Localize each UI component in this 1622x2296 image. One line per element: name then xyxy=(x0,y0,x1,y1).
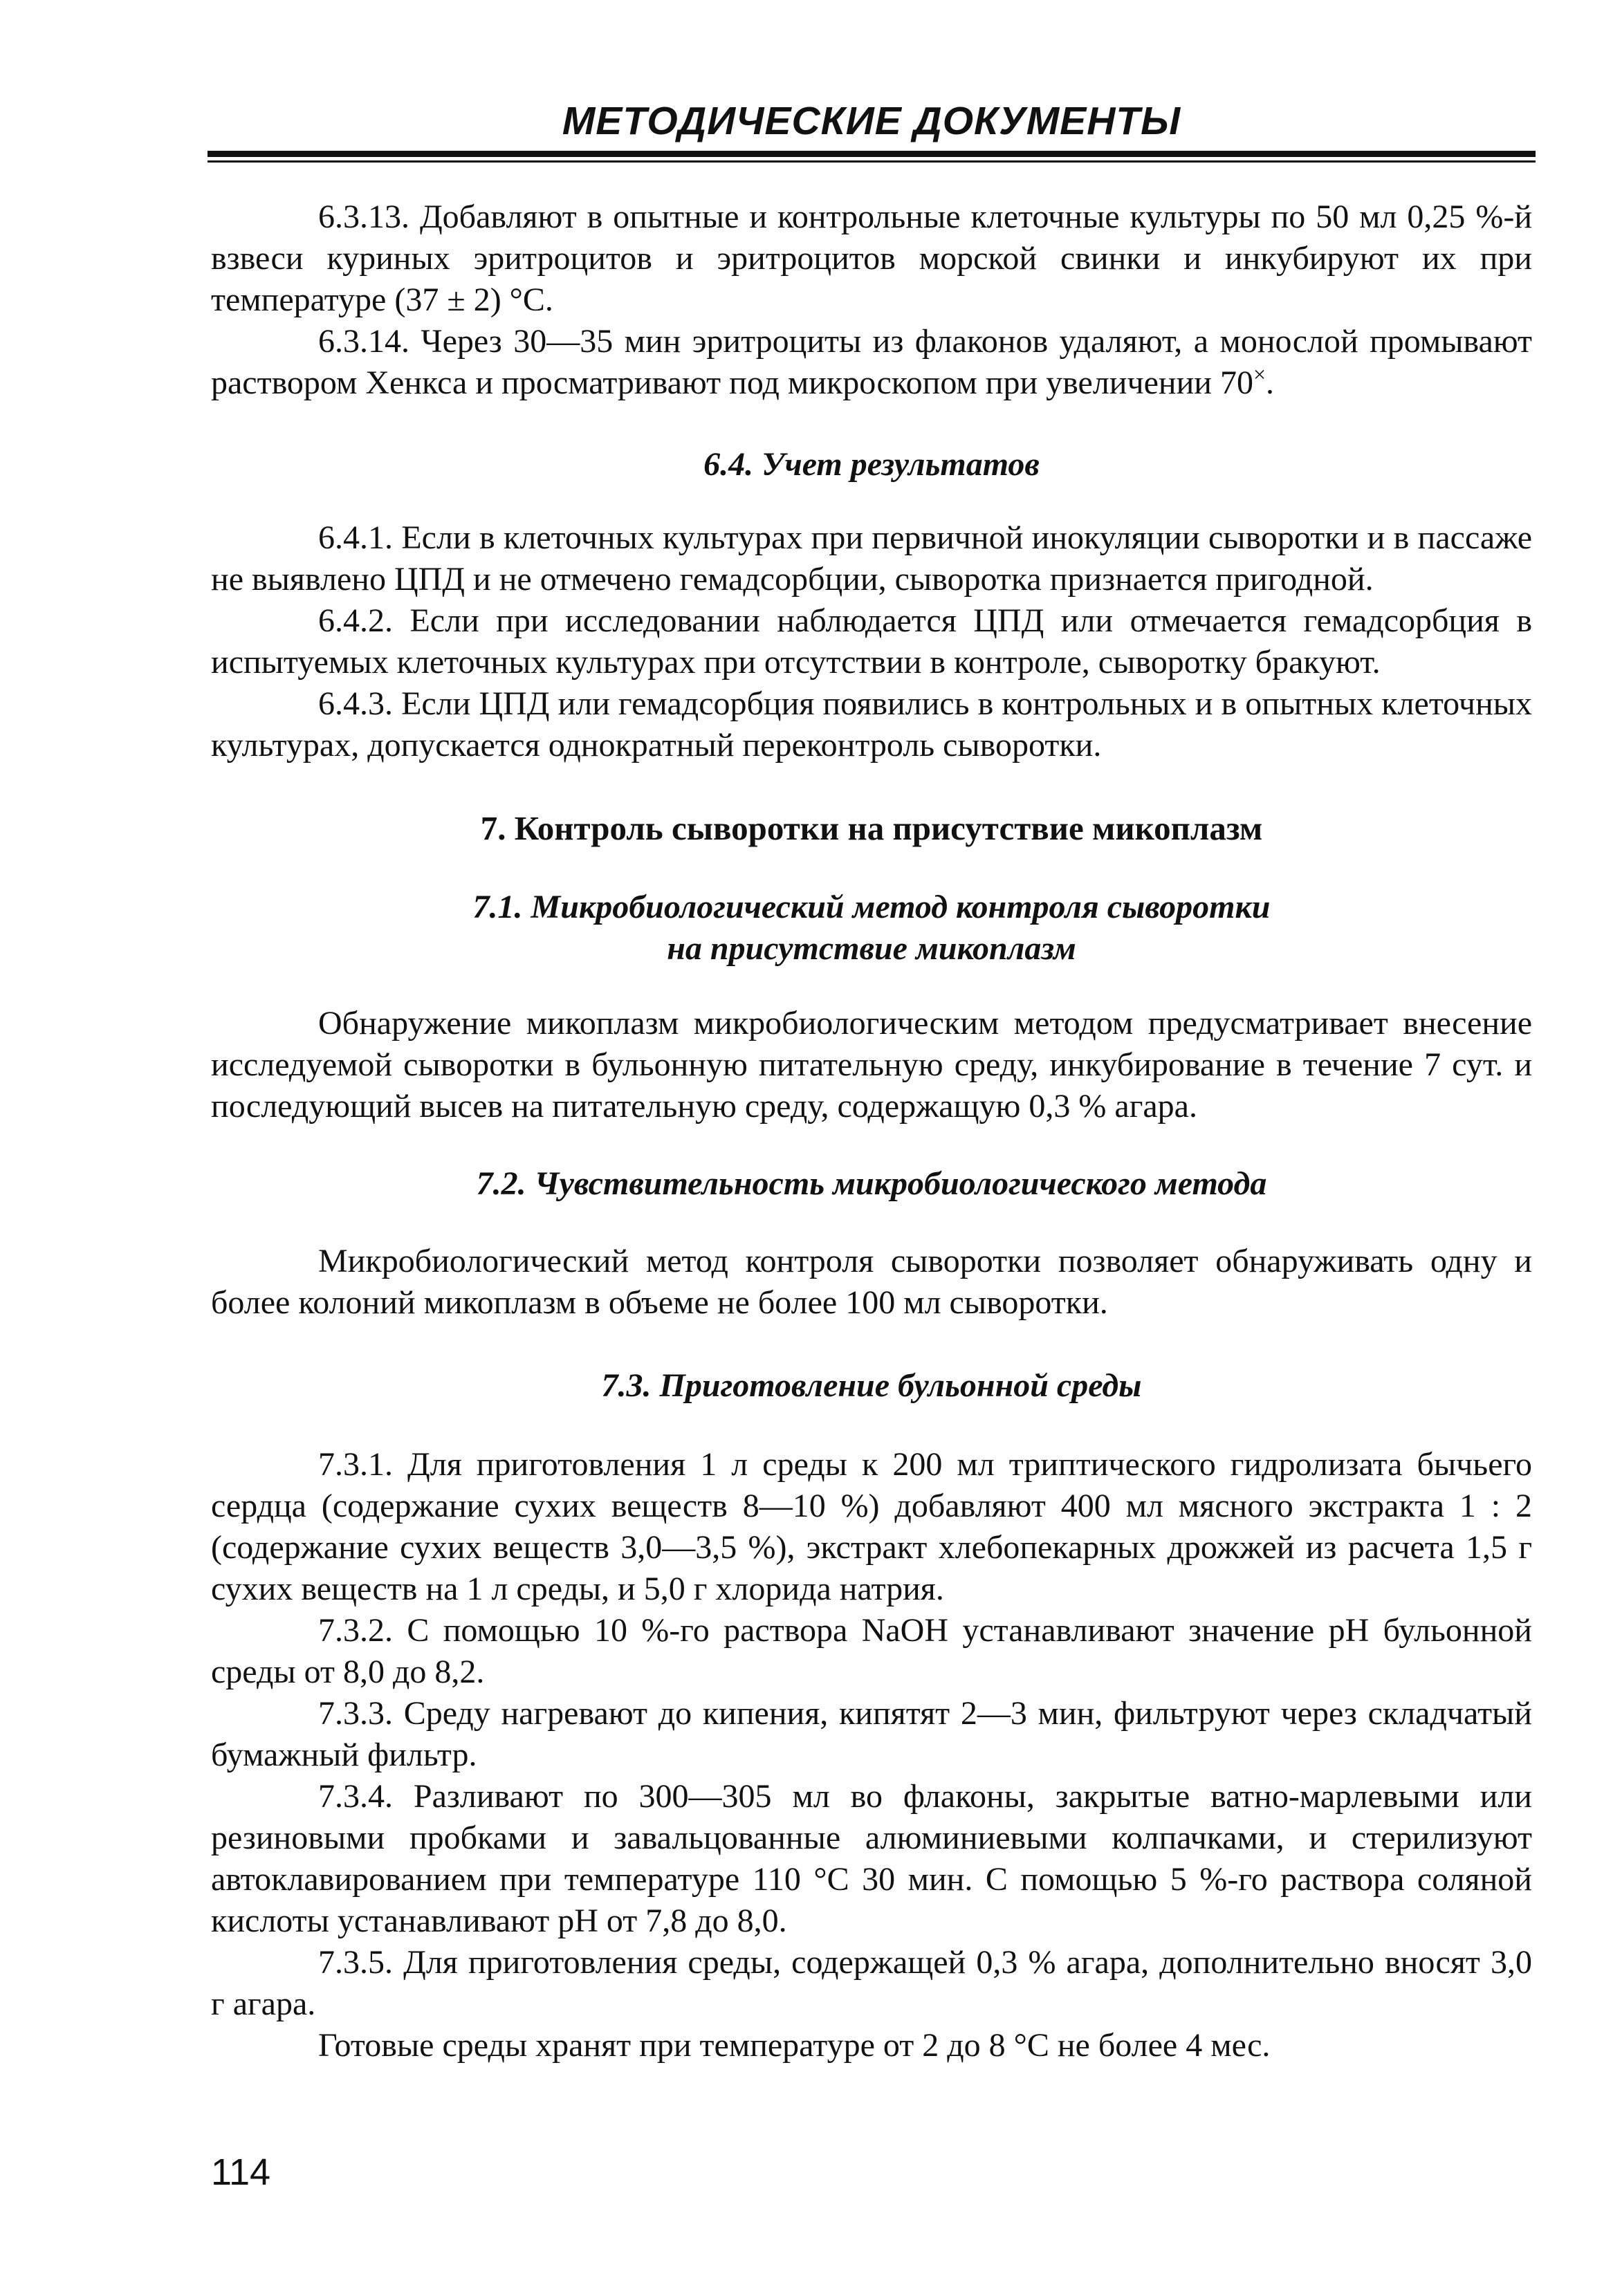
paragraph-7-1: Обнаружение микоплазм микробиологическим методом предусматривает внесение исследуемой сыворотки в бульонную питательную среду, инкубирование в течение 7 сут. и последующий высев на питательную среду, содержащую 0,3 % агара. xyxy=(211,1005,1532,1124)
paragraph-6-4-3: 6.4.3. Если ЦПД или гемадсорбция появились в контрольных и в опытных клеточных культурах, допускается однократный переконтроль сыворотки. xyxy=(211,685,1532,763)
paragraph-storage: Готовые среды хранят при температуре от 2 до 8 °С не более 4 мес. xyxy=(318,2027,1271,2064)
paragraph-7-3-4: 7.3.4. Разливают по 300—305 мл во флаконы, закрытые ватно-марлевыми или резиновыми пробками и завальцованные алюминиевыми колпачками, и стерилизуют автоклавированием при температуре 110 °С 30 мин. С помощью 5 %-го раствора соляной кислоты устанавливают рН от 7,8 до 8,0. xyxy=(211,1778,1532,1939)
paragraph-7-3-1: 7.3.1. Для приготовления 1 л среды к 200 мл триптического гидролизата бычьего сердца (содержание сухих веществ 8—10 %) добавляют 400 мл мясного экстракта 1 : 2 (содержание сухих веществ 3,0—3,5 %), экстракт хлебопекарных дрожжей из расчета 1,5 г сухих веществ на 1 л среды, и 5,0 г хлорида натрия. xyxy=(211,1446,1532,1607)
subheading-7-2: 7.2. Чувствительность микробиологического метода xyxy=(476,1165,1267,1202)
subheading-7-1-line2: на присутствие микоплазм xyxy=(667,930,1076,967)
running-header: МЕТОДИЧЕСКИЕ ДОКУМЕНТЫ xyxy=(562,99,1181,143)
page-number: 114 xyxy=(211,2151,271,2193)
paragraph-6-3-14-text: 6.3.14. Через 30—35 мин эритроциты из флаконов удаляют, а монослой промывают раствором Хенкса и просматривают под микроскопом при увеличении 70 xyxy=(211,323,1532,401)
subheading-7-3: 7.3. Приготовление бульонной среды xyxy=(601,1367,1142,1404)
magnification-sign: × xyxy=(1253,362,1266,387)
paragraph-6-4-2: 6.4.2. Если при исследовании наблюдается ЦПД или отмечается гемадсорбция в испытуемых клеточных культурах при отсутствии в контроле, сыворотку бракуют. xyxy=(211,602,1532,681)
paragraph-7-3-2: 7.3.2. С помощью 10 %-го раствора NaOH устанавливают значение рН бульонной среды от 8,0 до 8,2. xyxy=(211,1612,1532,1690)
section-heading-7: 7. Контроль сыворотки на присутствие микоплазм xyxy=(480,809,1263,847)
header-rule-thick xyxy=(208,151,1536,157)
paragraph-6-4-1: 6.4.1. Если в клеточных культурах при первичной инокуляции сыворотки и в пассаже не выявлено ЦПД и не отмечено гемадсорбции, сыворотка признается пригодной. xyxy=(211,519,1532,598)
subheading-7-1-line1: 7.1. Микробиологический метод контроля сыворотки xyxy=(472,889,1271,925)
paragraph-6-3-14-end: . xyxy=(1266,364,1275,401)
paragraph-7-3-3: 7.3.3. Среду нагревают до кипения, кипятят 2—3 мин, фильтруют через складчатый бумажный фильтр. xyxy=(211,1695,1532,1773)
paragraph-6-3-14 xyxy=(211,321,1532,404)
paragraph-7-3-5: 7.3.5. Для приготовления среды, содержащей 0,3 % агара, дополнительно вносят 3,0 г агара. xyxy=(211,1944,1532,2022)
header-rule-thin xyxy=(208,160,1536,163)
paragraph-7-2: Микробиологический метод контроля сыворотки позволяет обнаруживать одну и более колоний микоплазм в объеме не более 100 мл сыворотки. xyxy=(211,1243,1532,1321)
body-text xyxy=(211,196,1532,2066)
paragraph-6-3-13: 6.3.13. Добавляют в опытные и контрольные клеточные культуры по 50 мл 0,25 %-й взвеси куриных эритроцитов и эритроцитов морской свинки и инкубируют их при температуре (37 ± 2) °С. xyxy=(211,198,1532,318)
subheading-6-4: 6.4. Учет результатов xyxy=(703,446,1040,483)
